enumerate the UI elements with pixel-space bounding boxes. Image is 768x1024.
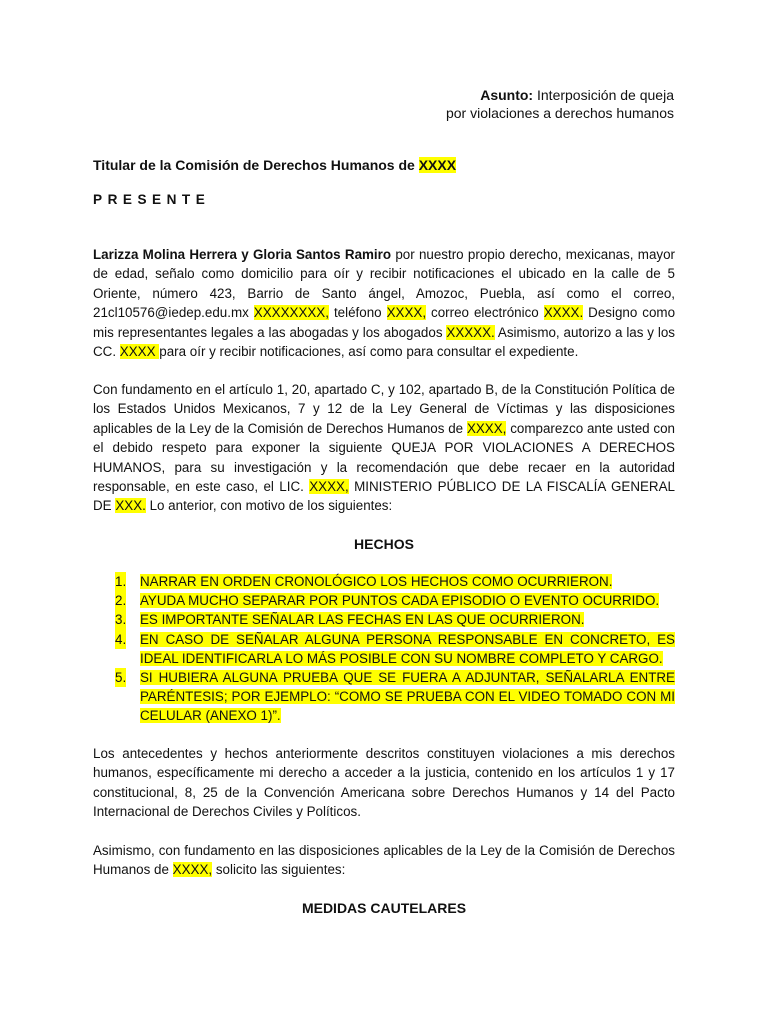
placeholder-highlight: XXXX. bbox=[543, 305, 584, 321]
addressee-text: Titular de la Comisión de Derechos Humanos de bbox=[93, 157, 415, 173]
list-item-number: 1. bbox=[115, 572, 126, 591]
subject-label: Asunto: bbox=[480, 87, 534, 103]
list-item-number: 3. bbox=[115, 610, 126, 629]
paragraph-text: teléfono bbox=[328, 305, 387, 321]
list-item-text: AYUDA MUCHO SEPARAR POR PUNTOS CADA EPISODIO O EVENTO OCURRIDO. bbox=[140, 593, 660, 609]
presente-heading: PRESENTE bbox=[93, 192, 211, 207]
complainant-names: Larizza Molina Herrera y Gloria Santos Ramiro bbox=[93, 247, 392, 262]
paragraph-complainants bbox=[93, 245, 675, 361]
paragraph-text: Lo anterior, con motivo de los siguientes: bbox=[145, 498, 393, 514]
subject-text-1: Interposición de queja bbox=[537, 87, 674, 103]
placeholder-highlight: XXXX, bbox=[466, 420, 507, 436]
list-item-text: ES IMPORTANTE SEÑALAR LAS FECHAS EN LAS QUE OCURRIERON. bbox=[140, 612, 585, 628]
paragraph-text: comparezco ante usted con el debido respeto para exponer la siguiente QUEJA POR VIOLACIONES A DERECHOS HUMANOS, para su investigación y la recomendación que debe recaer en la autoridad responsable, en este caso, el LIC. bbox=[93, 420, 675, 495]
placeholder-highlight: XXXXX. bbox=[446, 324, 495, 340]
paragraph-text: Asimismo, con fundamento en las disposiciones aplicables de la Ley de la Comisión de Derechos Humanos de bbox=[93, 843, 675, 878]
placeholder-highlight: XXXXXXXX, bbox=[253, 305, 329, 321]
placeholder-highlight: XXXX, bbox=[386, 305, 427, 321]
list-item-number: 5. bbox=[115, 668, 126, 687]
placeholder-highlight: XXXX, bbox=[309, 479, 349, 495]
hechos-list bbox=[93, 572, 675, 726]
list-item bbox=[93, 630, 675, 668]
paragraph-text: MINISTERIO PÚBLICO DE LA FISCALÍA GENERAL DE bbox=[93, 479, 675, 514]
list-item bbox=[93, 668, 675, 726]
subject-line-1 bbox=[446, 86, 674, 104]
list-item-text: SI HUBIERA ALGUNA PRUEBA QUE SE FUERA A ADJUNTAR, SEÑALARLA ENTRE PARÉNTESIS; POR EJEMPLO: “COMO SE PRUEBA CON EL VIDEO TOMADO CON MI CELULAR (ANEXO 1)”. bbox=[140, 670, 675, 724]
paragraph-text: correo electrónico bbox=[426, 305, 544, 321]
paragraph-text: por nuestro propio derecho, mexicanas, mayor de edad, señalo como domicilio para oír y recibir notificaciones el ubicado en la calle de 5 Oriente, número 423, Barrio de Santo ángel, Amozoc, Puebla, así como el correo, 21cl10576@iedep.edu.mx bbox=[93, 247, 676, 321]
paragraph-text: Con fundamento en el artículo 1, 20, apartado C, y 102, apartado B, de la Constitución Política de los Estados Unidos Mexicanos, 7 y 12 de la Ley General de Víctimas y las disposiciones aplicables de la Ley de la Comisión de Derechos Humanos de bbox=[93, 382, 675, 436]
placeholder-highlight: XXXX, bbox=[172, 862, 213, 878]
list-item-text: EN CASO DE SEÑALAR ALGUNA PERSONA RESPONSABLE EN CONCRETO, ES IDEAL IDENTIFICARLA LO MÁS POSIBLE CON SU NOMBRE COMPLETO Y CARGO. bbox=[140, 631, 675, 666]
addressee-line bbox=[93, 157, 456, 173]
list-item-number: 2. bbox=[115, 591, 126, 610]
paragraph-request bbox=[93, 841, 675, 880]
paragraph-text: para oír y recibir notificaciones, así como para consultar el expediente. bbox=[159, 344, 579, 360]
addressee-placeholder: XXXX bbox=[418, 157, 457, 173]
placeholder-highlight: XXX. bbox=[115, 498, 146, 514]
list-item bbox=[93, 572, 675, 591]
paragraph-violations: Los antecedentes y hechos anteriormente descritos constituyen violaciones a mis derechos humanos, específicamente mi derecho a acceder a la justicia, contenido en los artículos 1 y 17 constitucional, 8, 25 de la Convención Americana sobre Derechos Humanos y 14 del Pacto Internacional de Derechos Civiles y Políticos. bbox=[93, 746, 675, 820]
paragraph-legal-basis bbox=[93, 380, 675, 516]
paragraph-text: Asimismo, autorizo a las y los CC. bbox=[93, 324, 675, 360]
list-item bbox=[93, 610, 675, 629]
hechos-heading: HECHOS bbox=[354, 536, 414, 552]
list-item bbox=[93, 591, 675, 610]
list-item-number: 4. bbox=[115, 630, 126, 649]
paragraph-text: Designo como mis representantes legales a las abogadas y los abogados bbox=[93, 305, 676, 340]
subject-block bbox=[446, 86, 674, 122]
paragraph-text: solicito las siguientes: bbox=[212, 862, 346, 878]
list-item-text: NARRAR EN ORDEN CRONOLÓGICO LOS HECHOS COMO OCURRIERON. bbox=[140, 574, 613, 589]
subject-line-2: por violaciones a derechos humanos bbox=[445, 105, 674, 121]
medidas-heading: MEDIDAS CAUTELARES bbox=[301, 900, 467, 916]
placeholder-highlight: XXXX bbox=[119, 344, 160, 360]
